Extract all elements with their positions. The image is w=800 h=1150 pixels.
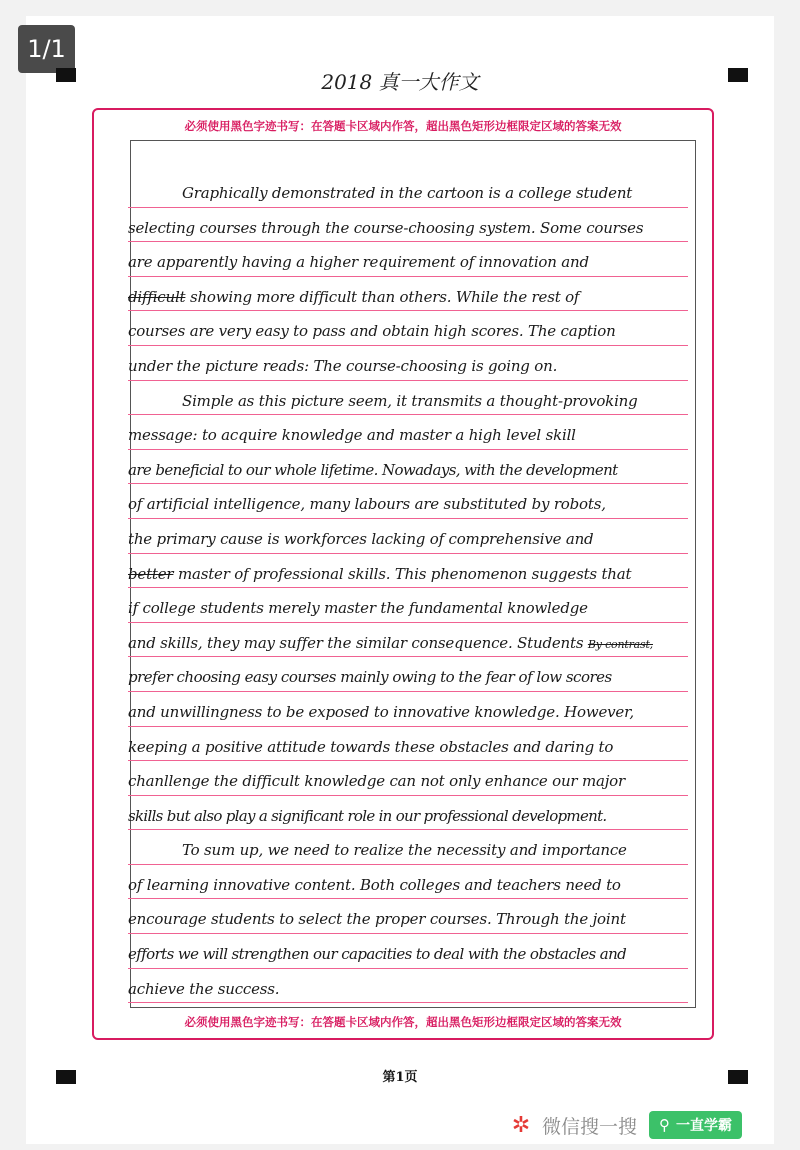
search-app-icon: ✲: [511, 1112, 531, 1138]
essay-line: are beneficial to our whole lifetime. Nowadays, with the development: [128, 450, 688, 485]
essay-line: better master of professional skills. This phenomenon suggests that: [128, 554, 688, 589]
page-indicator: 1/1: [18, 25, 75, 73]
struck-word: By contrast,: [587, 637, 653, 651]
watermark: [508, 1107, 792, 1143]
essay-line: of learning innovative content. Both colleges and teachers need to: [128, 865, 688, 900]
page-number: 第1页: [382, 1070, 418, 1085]
essay-line: of artificial intelligence, many labours are substituted by robots,: [128, 484, 688, 519]
warning-bottom: 必须使用黑色字迹书写：在答题卡区域内作答，超出黑色矩形边框限定区域的答案无效: [184, 1015, 622, 1029]
essay-line: and skills, they may suffer the similar consequence. Students By contrast,: [128, 623, 688, 658]
essay-line: skills but also play a significant role in our professional development.: [128, 796, 688, 831]
essay-line: efforts we will strengthen our capacities to deal with the obstacles and: [128, 934, 688, 969]
essay-line: keeping a positive attitude towards these obstacles and daring to: [128, 727, 688, 762]
essay-line: under the picture reads: The course-choosing is going on.: [128, 346, 688, 381]
watermark-text: 微信搜一搜: [542, 1115, 638, 1138]
essay-line: courses are very easy to pass and obtain high scores. The caption: [128, 311, 688, 346]
essay-text: [128, 173, 688, 1003]
search-icon: ⚲: [659, 1116, 671, 1134]
essay-line: message: to acquire knowledge and master a high level skill: [128, 415, 688, 450]
struck-word: difficult: [128, 287, 186, 306]
essay-line: if college students merely master the fundamental knowledge: [128, 588, 688, 623]
warning-top: 必须使用黑色字迹书写：在答题卡区域内作答，超出黑色矩形边框限定区域的答案无效: [184, 119, 622, 133]
search-badge-label: 一直学霸: [676, 1118, 733, 1134]
essay-line: To sum up, we need to realize the necessity and importance: [128, 830, 688, 865]
essay-line: and unwillingness to be exposed to innovative knowledge. However,: [128, 692, 688, 727]
essay-line: Graphically demonstrated in the cartoon is a college student: [128, 173, 688, 208]
essay-line: prefer choosing easy courses mainly owing to the fear of low scores: [128, 657, 688, 692]
essay-line: Simple as this picture seem, it transmits a thought-provoking: [128, 381, 688, 416]
sheet-title: 2018 真一大作文: [321, 70, 479, 94]
essay-line: selecting courses through the course-choosing system. Some courses: [128, 208, 688, 243]
essay-line: achieve the success.: [128, 969, 688, 1004]
essay-line: chanllenge the difficult knowledge can not only enhance our major: [128, 761, 688, 796]
essay-line: are apparently having a higher requirement of innovation and: [128, 242, 688, 277]
search-badge[interactable]: [649, 1111, 742, 1139]
essay-line: difficult showing more difficult than others. While the rest of: [128, 277, 688, 312]
essay-line: encourage students to select the proper courses. Through the joint: [128, 899, 688, 934]
essay-line: the primary cause is workforces lacking of comprehensive and: [128, 519, 688, 554]
struck-word: better: [128, 564, 174, 583]
